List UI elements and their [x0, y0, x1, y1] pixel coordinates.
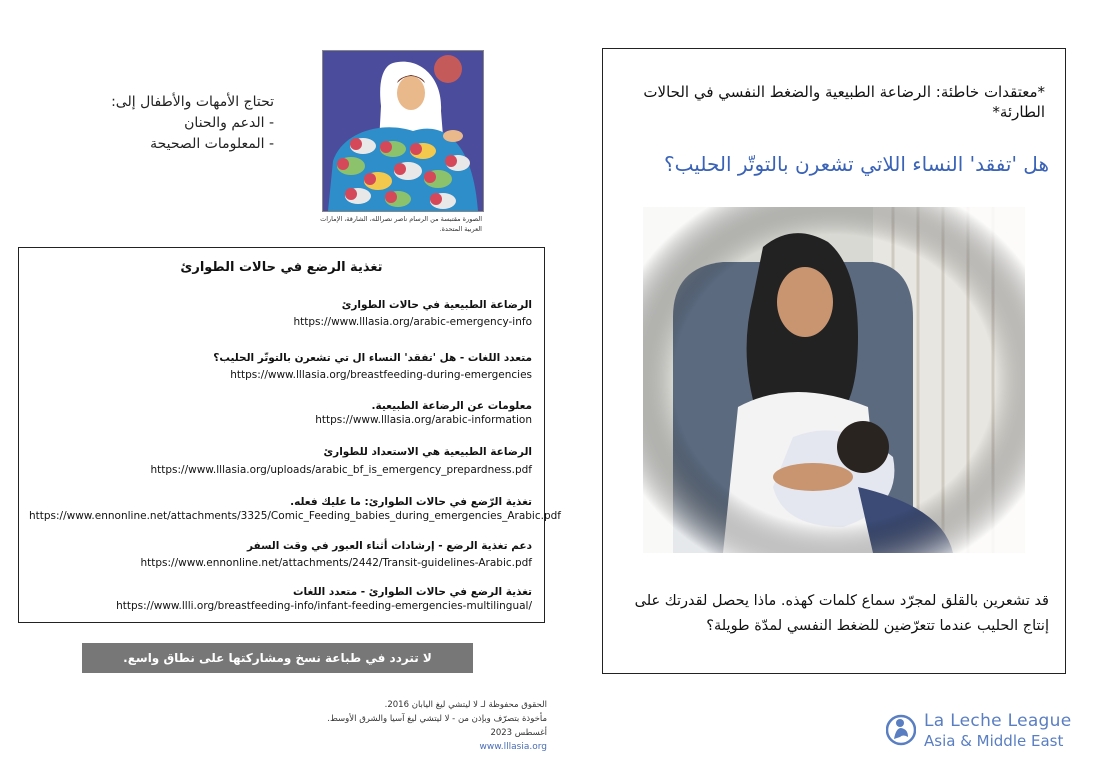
breastfeeding-photo: [643, 207, 1025, 553]
myth-title: *معتقدات خاطئة: الرضاعة الطبيعية والضغط النفسي في الحالات الطارئة*: [643, 83, 1045, 121]
resource-title: دعم تغذية الرضع - إرشادات أثناء العبور في وقت السفر: [247, 540, 532, 552]
resource-item: [29, 495, 561, 523]
logo-line-1: La Leche League: [924, 711, 1072, 731]
lll-mother-baby-icon: [886, 713, 916, 747]
resource-title: تغذية الرضع في حالات الطوارئ - متعدد اللغات: [293, 586, 532, 598]
body-text: قد تشعرين بالقلق لمجرّد سماع كلمات كهذه. ماذا يحصل لقدرتك على إنتاج الحليب عندما تتعرّضين للضغط النفسي لمدّة طويلة؟: [634, 593, 1049, 634]
resource-link[interactable]: https://www.ennonline.net/attachments/3325/Comic_Feeding_babies_during_emergencies_Arabic.pdf: [29, 510, 561, 522]
resource-title: تغذية الرّضع في حالات الطوارئ: ما عليك فعله.: [290, 496, 532, 508]
resource-item: [29, 539, 532, 570]
copyright-line: مأخوذة بتصرّف وبإذن من - لا ليتشي ليغ آسيا والشرق الأوسط.: [327, 714, 547, 724]
resource-title: الرضاعة الطبيعية في حالات الطوارئ: [341, 299, 532, 311]
mother-children-illustration: [322, 50, 484, 212]
needs-item-support: - الدعم والحنان: [184, 115, 274, 131]
resource-item: [29, 585, 532, 613]
resources-box: [18, 247, 561, 623]
copyright-line: أغسطس 2023: [490, 728, 547, 738]
website-link[interactable]: www.lllasia.org: [479, 742, 547, 752]
resource-link[interactable]: https://www.lllasia.org/uploads/arabic_bf_is_emergency_prepardness.pdf: [150, 464, 532, 476]
resource-item: [29, 298, 532, 329]
resource-item: [29, 399, 532, 427]
resource-item: [29, 445, 532, 477]
logo-line-2: Asia & Middle East: [924, 732, 1064, 750]
resource-title: متعدد اللغات - هل 'تفقد' النساء ال تي تشعرن بالتوتّر الحليب؟: [213, 352, 532, 364]
resource-title: الرضاعة الطبيعية هي الاستعداد للطوارئ: [323, 446, 532, 458]
image-caption: الصورة مقتبسة من الرسام ناصر نصرالله، الشارقة، الإمارات العربية المتحدة.: [320, 215, 482, 233]
resource-title: معلومات عن الرضاعة الطبيعية.: [371, 400, 532, 412]
needs-item-information: - المعلومات الصحيحة: [150, 136, 274, 152]
resource-link[interactable]: https://www.llli.org/breastfeeding-info/infant-feeding-emergencies-multilingual/: [116, 600, 532, 612]
resource-link[interactable]: https://www.lllasia.org/arabic-emergency-info: [293, 316, 532, 328]
la-leche-league-logo: [886, 711, 1076, 755]
resource-item: [29, 351, 532, 382]
copyright-block: [247, 698, 547, 754]
resource-link[interactable]: https://www.lllasia.org/breastfeeding-during-emergencies: [230, 369, 532, 381]
myth-panel: [602, 48, 1066, 674]
copyright-line: الحقوق محفوظة لـ لا ليتشي ليغ اليابان 2016.: [384, 700, 547, 710]
needs-heading: تحتاج الأمهات والأطفال إلى:: [111, 94, 274, 110]
share-banner: لا تتردد في طباعة نسخ ومشاركتها على نطاق واسع.: [82, 643, 473, 673]
question-heading: هل 'تفقد' النساء اللاتي تشعرن بالتوتّر الحليب؟: [664, 152, 1049, 176]
needs-list: [34, 92, 274, 155]
resource-link[interactable]: https://www.lllasia.org/arabic-information: [315, 414, 532, 426]
resources-title: تغذية الرضع في حالات الطوارئ: [180, 260, 383, 275]
resource-link[interactable]: https://www.ennonline.net/attachments/2442/Transit-guidelines-Arabic.pdf: [140, 557, 532, 569]
